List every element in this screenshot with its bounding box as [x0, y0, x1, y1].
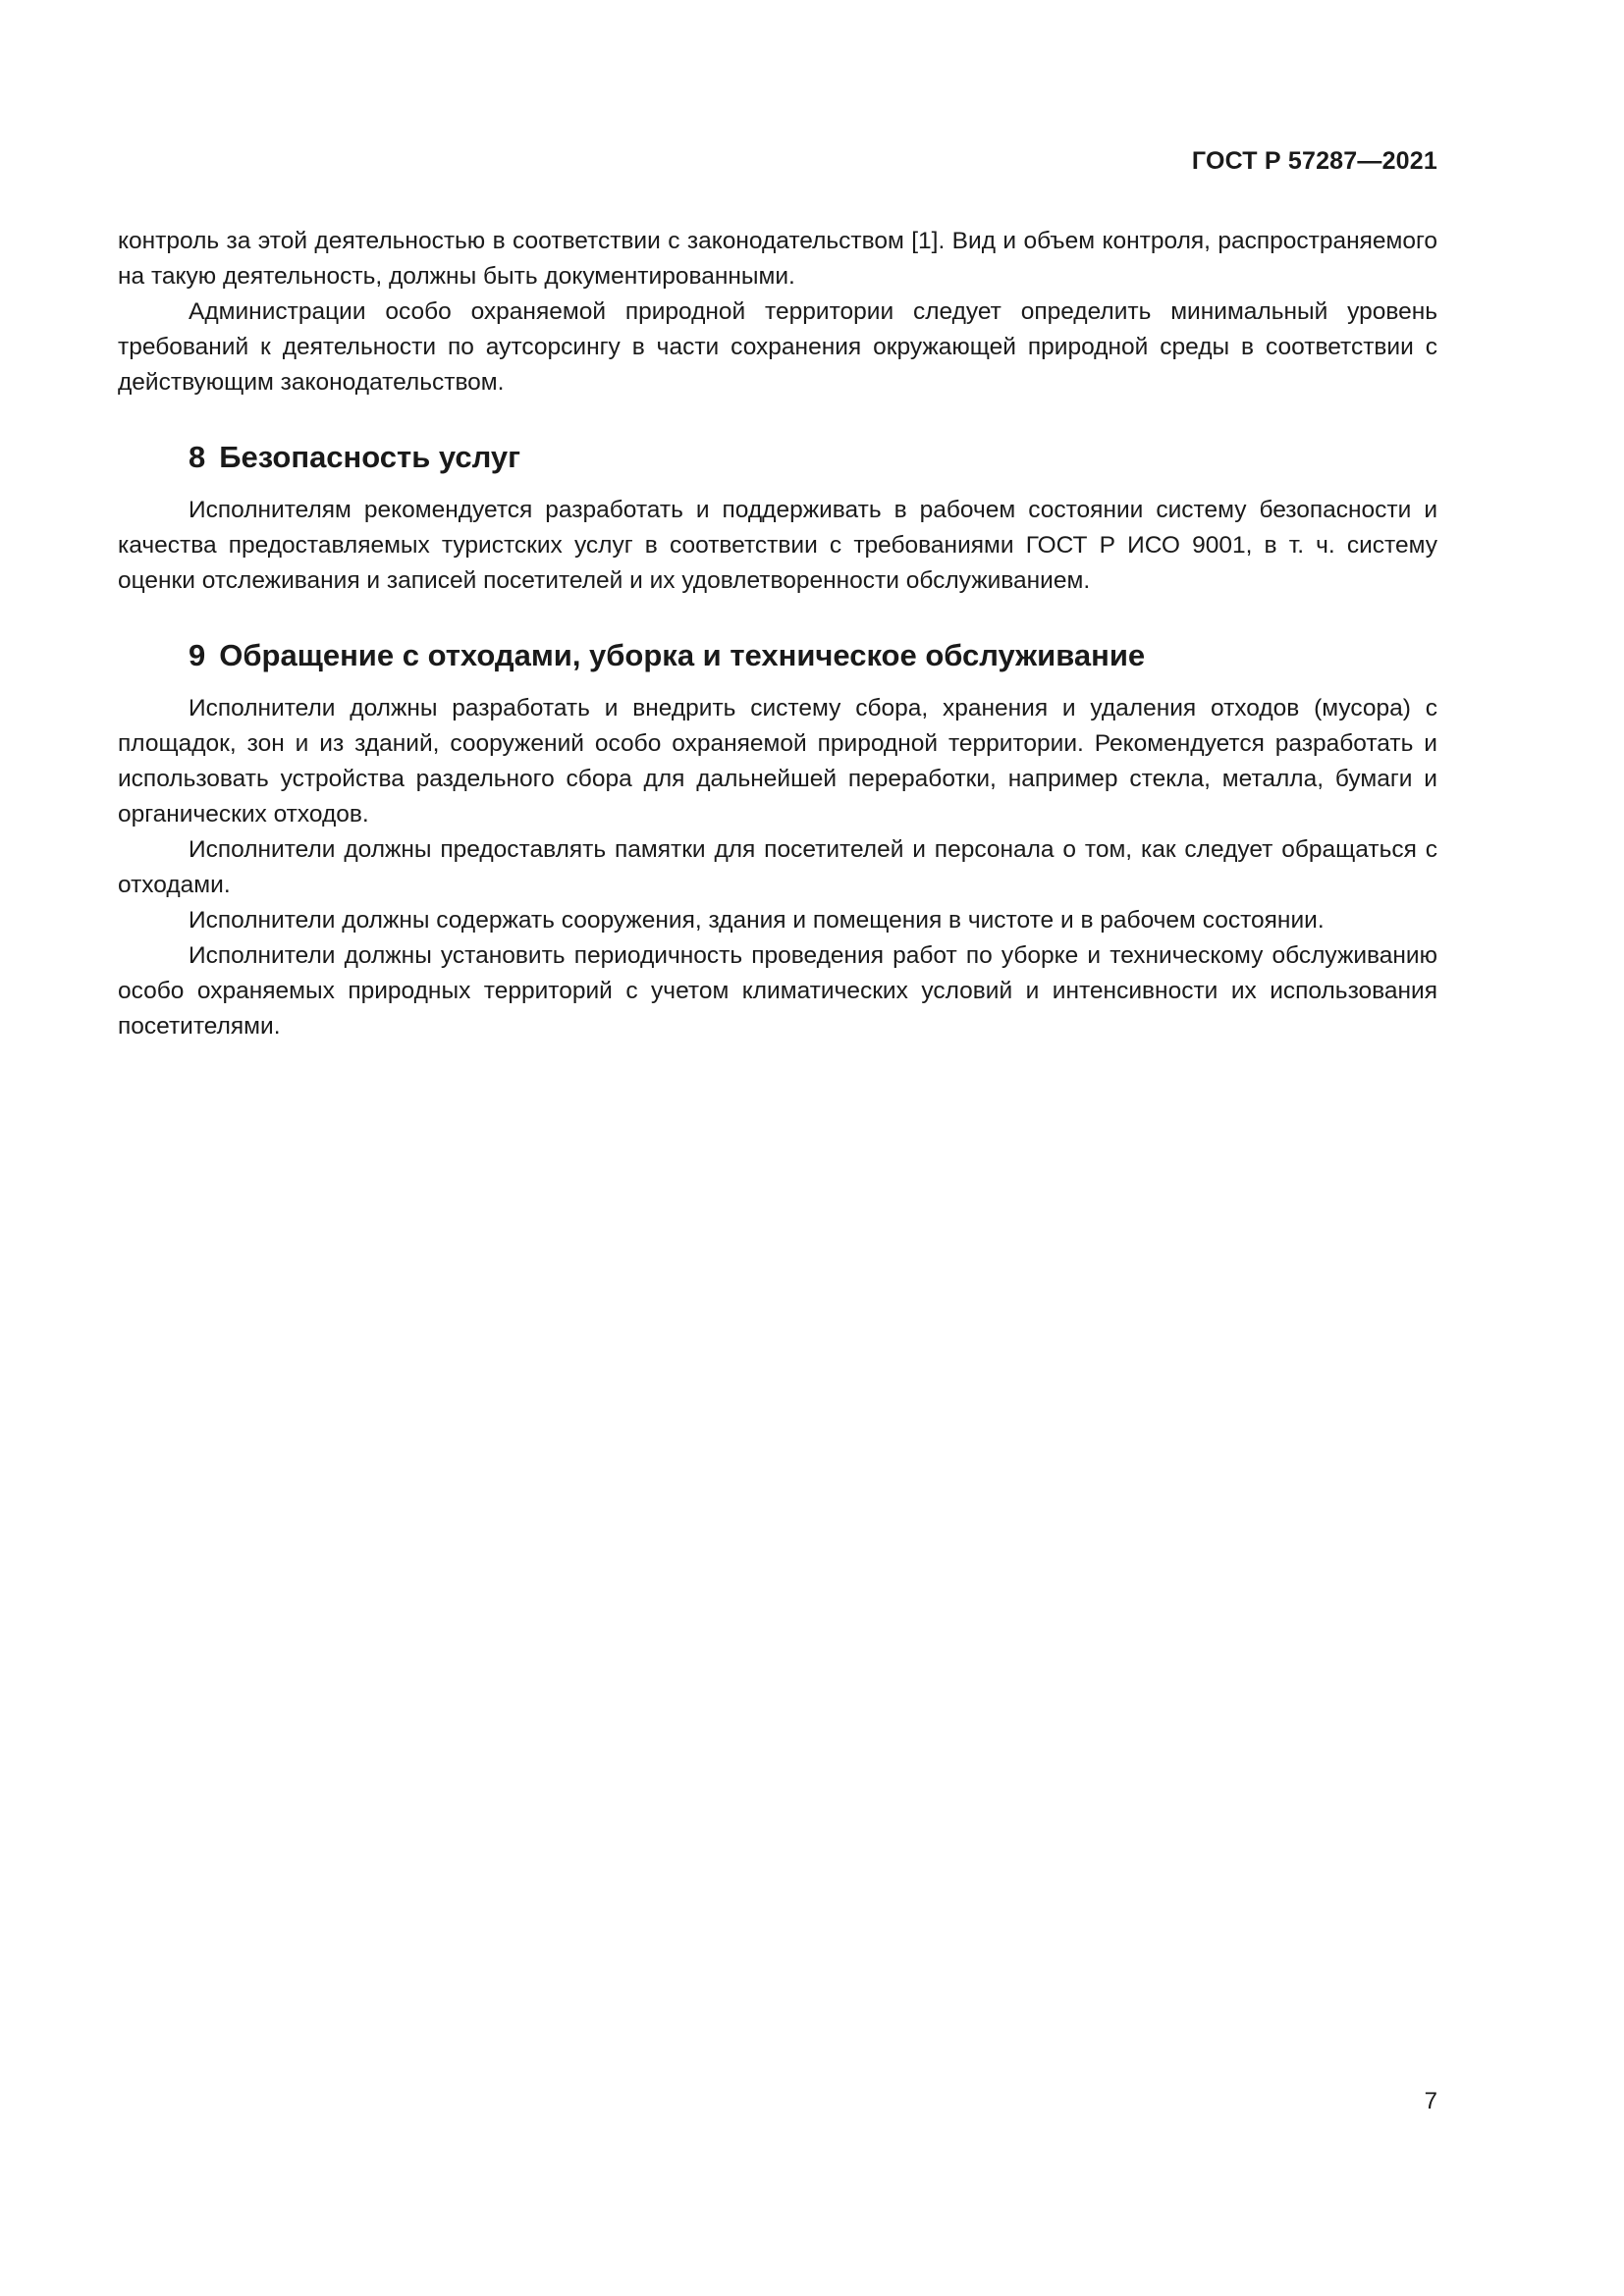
body-paragraph: контроль за этой деятельностью в соответствии с законодательством [1]. Вид и объем контроля, распространяемого на такую деятельность, должны быть документированными.: [118, 228, 1437, 290]
body-paragraph: Исполнители должны установить периодичность проведения работ по уборке и техническому обслуживанию особо охраняемых природных территорий с учетом климатических условий и интенсивности их использования посетителями.: [118, 942, 1437, 1040]
page-number: 7: [1424, 2088, 1437, 2114]
section-number: 9: [189, 638, 206, 672]
page-content: [118, 224, 1437, 1044]
body-paragraph: Исполнители должны содержать сооружения, здания и помещения в чистоте и в рабочем состоянии.: [189, 907, 1325, 934]
section-8: [118, 438, 1437, 599]
section-number: 8: [189, 440, 206, 474]
body-paragraph: Исполнителям рекомендуется разработать и поддерживать в рабочем состоянии систему безопасности и качества предоставляемых туристских услуг в соответствии с требованиями ГОСТ Р ИСО 9001, в т. ч. систему оценки отслеживания и записей посетителей и их удовлетворенности обслуживанием.: [118, 497, 1437, 594]
document-code-header: ГОСТ Р 57287—2021: [1191, 147, 1437, 175]
section-title: Обращение с отходами, уборка и техническое обслуживание: [219, 638, 1146, 672]
section-9: [118, 636, 1437, 1044]
section-heading: [189, 636, 1437, 675]
body-paragraph: Исполнители должны предоставлять памятки для посетителей и персонала о том, как следует обращаться с отходами.: [118, 836, 1437, 898]
section-heading: [189, 438, 1437, 477]
body-paragraph: Исполнители должны разработать и внедрить систему сбора, хранения и удаления отходов (мусора) с площадок, зон и из зданий, сооружений особо охраняемой природной территории. Рекомендуется разработать и использовать устройства раздельного сбора для дальнейшей переработки, например стекла, металла, бумаги и органических отходов.: [118, 695, 1437, 828]
body-paragraph: Администрации особо охраняемой природной территории следует определить минимальный уровень требований к деятельности по аутсорсингу в части сохранения окружающей природной среды в соответствии с действующим законодательством.: [118, 298, 1437, 396]
section-title: Безопасность услуг: [219, 440, 521, 474]
